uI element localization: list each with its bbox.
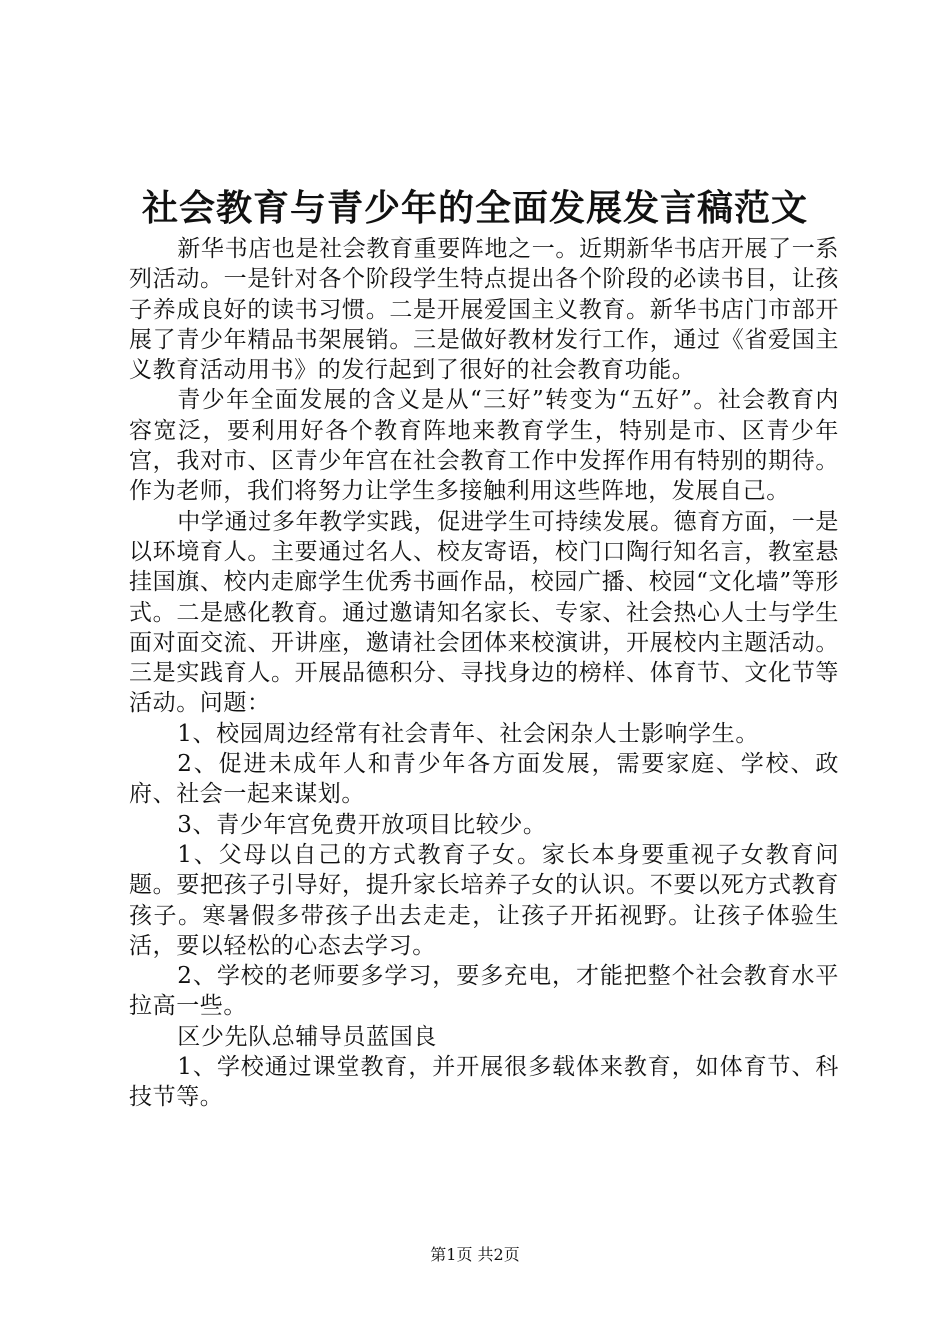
paragraph: 青少年全面发展的含义是从“三好”转变为“五好”。社会教育内容宽泛，要利用好各个教育阵地来教育学生，特别是市、区青少年宫，我对市、区青少年宫在社会教育工作中发挥作用有特别的期待。作为老师，我们将努力让学生多接触利用这些阵地，发展自己。 [129, 387, 839, 505]
paragraph: 3、青少年宫免费开放项目比较少。 [177, 811, 547, 838]
document-body [129, 234, 839, 1113]
paragraph: 区少先队总辅导员蓝国良 [177, 1023, 437, 1050]
paragraph: 2、学校的老师要多学习，要多充电，才能把整个社会教育水平拉高一些。 [129, 963, 839, 1020]
paragraph: 2、促进未成年人和青少年各方面发展，需要家庭、学校、政府、社会一起来谋划。 [129, 751, 839, 808]
paragraph: 1、校园周边经常有社会青年、社会闲杂人士影响学生。 [177, 720, 759, 747]
paragraph: 1、学校通过课堂教育，并开展很多载体来教育，如体育节、科技节等。 [129, 1054, 839, 1111]
document-title: 社会教育与青少年的全面发展发言稿范文 [141, 187, 808, 229]
paragraph: 1、父母以自己的方式教育子女。家长本身要重视子女教育问题。要把孩子引导好，提升家长培养子女的认识。不要以死方式教育孩子。寒暑假多带孩子出去走走，让孩子开拓视野。让孩子体验生活，要以轻松的心态去学习。 [129, 841, 839, 959]
paragraph: 中学通过多年教学实践，促进学生可持续发展。德育方面，一是以环境育人。主要通过名人、校友寄语，校门口陶行知名言，教室悬挂国旗、校内走廊学生优秀书画作品，校园广播、校园“文化墙”等形式。二是感化教育。通过邀请知名家长、专家、社会热心人士与学生面对面交流、开讲座，邀请社会团体来校演讲，开展校内主题活动。三是实践育人。开展品德积分、寻找身边的榜样、体育节、文化节等活动。问题： [129, 508, 839, 717]
paragraph: 新华书店也是社会教育重要阵地之一。近期新华书店开展了一系列活动。一是针对各个阶段学生特点提出各个阶段的必读书目，让孩子养成良好的读书习惯。二是开展爱国主义教育。新华书店门市部开展了青少年精品书架展销。三是做好教材发行工作，通过《省爱国主义教育活动用书》的发行起到了很好的社会教育功能。 [129, 236, 839, 384]
page-number-footer: 第1页 共2页 [430, 1245, 520, 1264]
